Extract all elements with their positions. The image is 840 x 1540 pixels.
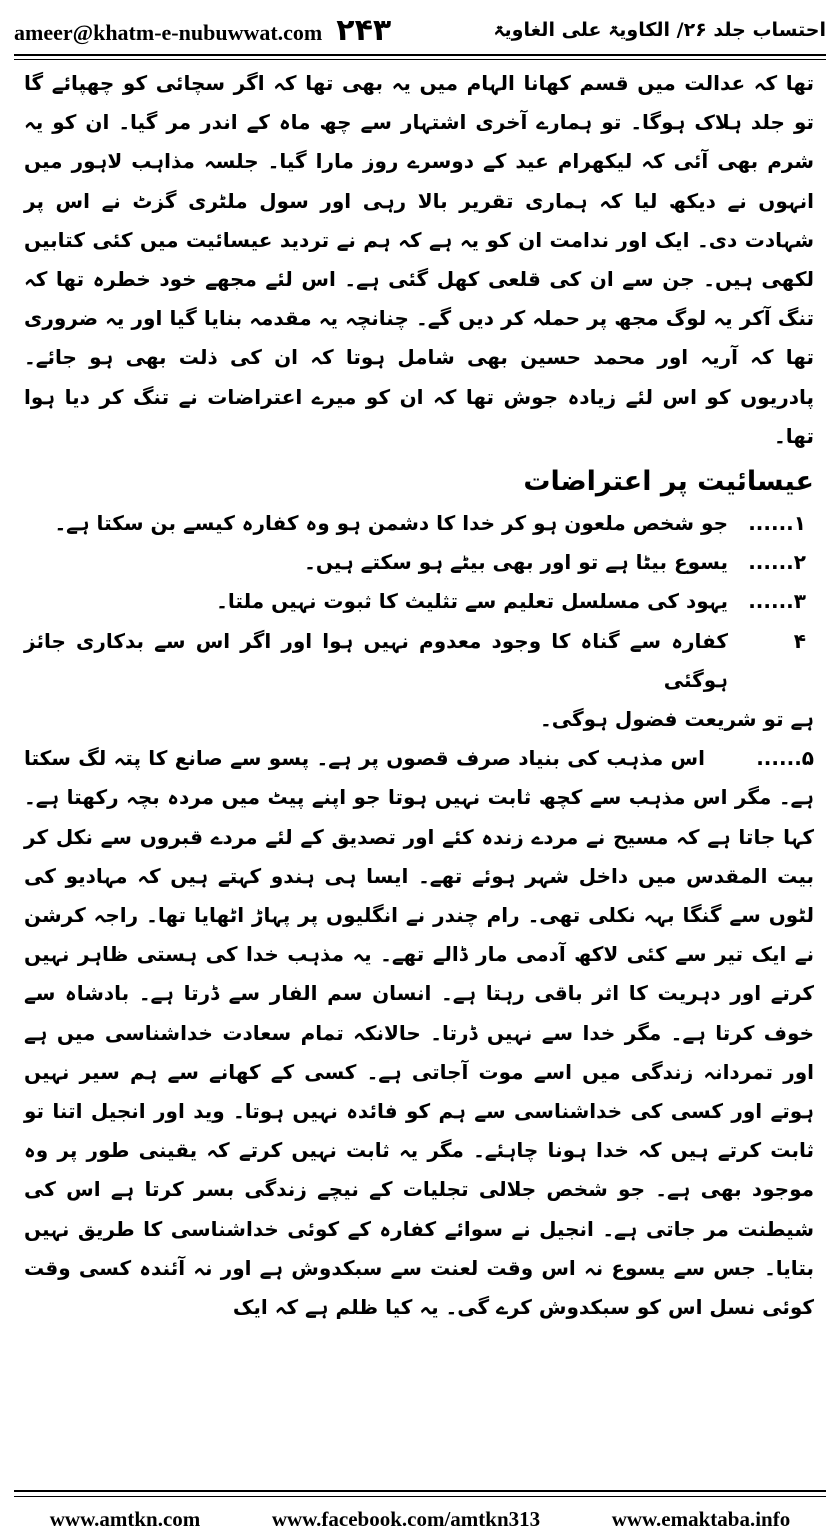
objection-5-number: ۵......	[756, 746, 815, 771]
section-heading: عیسائیت پر اعتراضات	[523, 466, 814, 498]
book-title: احتساب جلد ۲۶/ الکاویۃ علی الغاویۃ	[493, 19, 826, 41]
header-rule	[14, 54, 826, 56]
paragraph-intro: تھا کہ عدالت میں قسم کھانا الہام میں یہ بھی تھا کہ اگر سچائی کو چھپائے گا تو جلد ہلاک ہوگا۔ تو ہمارے آخری اشتہار سے چھ ماہ کے اندر مر گیا۔ ان کو یہ شرم بھی آئی کہ لیکھرام عید کے دوسرے روز مارا گیا۔ جلسہ مذاہب لاہور میں انہوں نے دیکھ لیا کہ ہماری تقریر بالا رہی اور سول ملٹری گزٹ نے اس پر شہادت دی۔ ایک اور ندامت ان کو یہ ہے کہ ہم نے تردید عیسائیت میں کئی کتابیں لکھی ہیں۔ جن سے ان کی قلعی کھل گئی ہے۔ اس لئے مجھے خود خطرہ تھا کہ تنگ آکر یہ لوگ مجھ پر حملہ کر دیں گے۔ چنانچہ یہ مقدمہ بنایا گیا اور یہ ضروری تھا کہ آریہ اور محمد حسین بھی شامل ہوتا کہ ان کی ذلت بھی ہو جائے۔ پادریوں کو اس لئے زیادہ جوش تھا کہ ان کو میرے اعتراضات نے تنگ کر دیا ہوا تھا۔	[24, 71, 815, 448]
header-rule-thin	[14, 59, 826, 60]
footer-rule-thin	[14, 1496, 826, 1497]
page-body	[24, 64, 814, 1327]
objection-number: ۳......	[748, 589, 806, 614]
objection-item	[24, 543, 814, 582]
objection-number: ۱......	[748, 511, 806, 536]
objection-item	[24, 504, 814, 543]
objection-5	[24, 739, 814, 1327]
page-number: ۲۴۳	[336, 12, 392, 48]
objection-number: ۲......	[748, 550, 806, 575]
footer-link-amtkn[interactable]: www.amtkn.com	[49, 1506, 201, 1531]
objection-text: جو شخص ملعون ہو کر خدا کا دشمن ہو وہ کفارہ کیسے بن سکتا ہے۔	[54, 511, 728, 536]
objection-item	[24, 582, 814, 621]
objection-item	[24, 622, 814, 700]
page-header	[14, 8, 826, 52]
header-email: ameer@khatm-e-nubuwwat.com	[14, 19, 323, 45]
objection-text: یسوع بیٹا ہے تو اور بھی بیٹے ہو سکتے ہیں۔	[304, 550, 728, 575]
footer-link-facebook[interactable]: www.facebook.com/amtkn313	[271, 1506, 541, 1531]
objection-text: کفارہ سے گناہ کا وجود معدوم نہیں ہوا اور اگر اس سے بدکاری جائز ہوگئی	[24, 628, 728, 692]
header-left	[14, 13, 391, 48]
objection-5-text: اس مذہب کی بنیاد صرف قصوں پر ہے۔ پسو سے صانع کا پتہ لگ سکتا ہے۔ مگر اس مذہب سے کچھ ثابت نہیں ہوتا جو اپنے پیٹ میں مردہ بچہ رکھتا ہے۔ کہا جاتا ہے کہ مسیح نے مردے زندہ کئے اور تصدیق کے لئے مردے قبروں سے نکل کر بیت المقدس میں داخل شہر ہوئے تھے۔ ایسا ہی ہندو کہتے ہیں کہ مہادیو کی لٹوں سے گنگا بہہ نکلی تھی۔ رام چندر نے انگلیوں پر پہاڑ اٹھایا تھا۔ راجہ کرشن نے ایک تیر سے کئی لاکھ آدمی مار ڈالے تھے۔ یہ مذہب خدا کی ہستی ظاہر نہیں کرتے اور دہریت کا اثر باقی رہتا ہے۔ انسان سم الفار سے ڈرتا ہے۔ بادشاہ سے خوف کرتا ہے۔ مگر خدا سے نہیں ڈرتا۔ حالانکہ تمام سعادت خداشناسی میں ہے اور تمردانہ زندگی میں اسے موت آجاتی ہے۔ کسی کے کھانے سے ہم سیر نہیں ہوتے اور کسی کی خداشناسی سے ہم کو فائدہ نہیں ہوتا۔ وید اور انجیل اتنا تو ثابت کرتے ہیں کہ خدا ہونا چاہئے۔ مگر یہ ثابت نہیں کرتے کہ یقینی طور پر وہ موجود بھی ہے۔ جو شخص جلالی تجلیات کے نیچے زندگی بسر کرتا ہے اس کی شیطنت مر جاتی ہے۔ انجیل نے سوائے کفارہ کے کوئی خداشناسی کا طریق نہیں بتایا۔ جس سے یسوع نہ اس وقت لعنت سے سبکدوش ہے اور نہ آئندہ کسی وقت کوئی نسل اس کو سبکدوش کرے گی۔ یہ کیا ظلم ہے کہ ایک	[24, 746, 814, 1320]
objection-text: یہود کی مسلسل تعلیم سے تثلیث کا ثبوت نہیں ملتا۔	[216, 589, 728, 614]
objection-number: ۴	[793, 628, 806, 653]
footer-link-emaktaba[interactable]: www.emaktaba.info	[611, 1506, 791, 1531]
objection-4-continuation: ہے تو شریعت فضول ہوگی۔	[540, 707, 814, 732]
page-footer	[14, 1504, 826, 1534]
footer-rule	[14, 1490, 826, 1492]
